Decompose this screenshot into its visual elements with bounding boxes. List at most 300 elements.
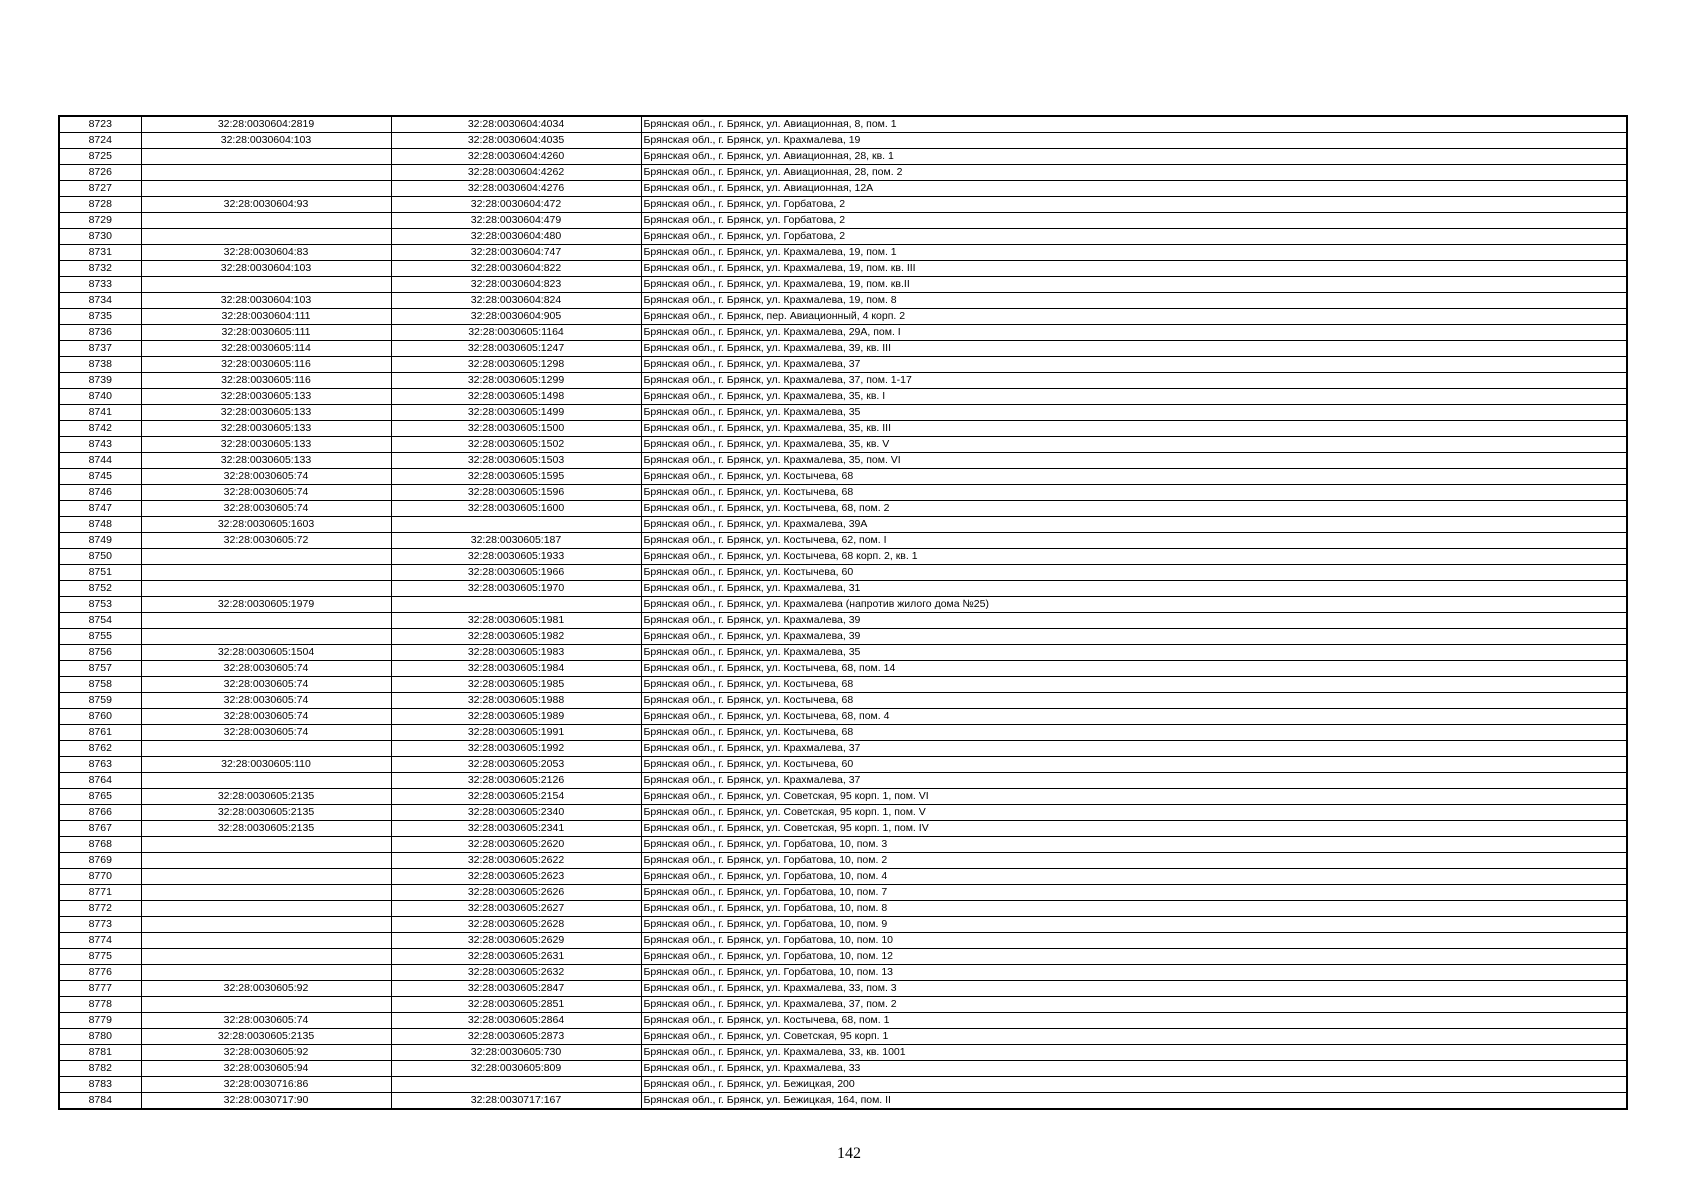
table-row [59, 741, 1627, 757]
address-cell: Брянская обл., г. Брянск, пер. Авиационный, 4 корп. 2 [641, 309, 1627, 325]
table-row [59, 805, 1627, 821]
row-number-cell: 8752 [59, 581, 141, 597]
row-number-cell: 8777 [59, 981, 141, 997]
table-row [59, 389, 1627, 405]
parent-cadastral-number-cell: 32:28:0030605:114 [141, 341, 391, 357]
table-row [59, 677, 1627, 693]
row-number-cell: 8730 [59, 229, 141, 245]
address-cell: Брянская обл., г. Брянск, ул. Советская, 95 корп. 1 [641, 1029, 1627, 1045]
parent-cadastral-number-cell [141, 853, 391, 869]
address-cell: Брянская обл., г. Брянск, ул. Крахмалева, 35, кв. I [641, 389, 1627, 405]
page-number: 142 [837, 1145, 861, 1162]
table-row [59, 997, 1627, 1013]
parent-cadastral-number-cell: 32:28:0030605:116 [141, 373, 391, 389]
parent-cadastral-number-cell: 32:28:0030604:103 [141, 293, 391, 309]
address-cell: Брянская обл., г. Брянск, ул. Горбатова, 10, пом. 13 [641, 965, 1627, 981]
cadastral-number-cell: 32:28:0030605:2126 [391, 773, 641, 789]
address-cell: Брянская обл., г. Брянск, ул. Крахмалева, 33 [641, 1061, 1627, 1077]
address-cell: Брянская обл., г. Брянск, ул. Авиационная, 12А [641, 181, 1627, 197]
address-cell: Брянская обл., г. Брянск, ул. Крахмалева, 29А, пом. I [641, 325, 1627, 341]
address-cell: Брянская обл., г. Брянск, ул. Горбатова, 10, пом. 9 [641, 917, 1627, 933]
table-row [59, 981, 1627, 997]
address-cell: Брянская обл., г. Брянск, ул. Костычева, 68, пом. 14 [641, 661, 1627, 677]
cadastral-number-cell: 32:28:0030605:1984 [391, 661, 641, 677]
cadastral-number-cell: 32:28:0030605:1988 [391, 693, 641, 709]
cadastral-number-cell: 32:28:0030605:1503 [391, 453, 641, 469]
parent-cadastral-number-cell: 32:28:0030604:103 [141, 261, 391, 277]
cadastral-number-cell [391, 517, 641, 533]
parent-cadastral-number-cell: 32:28:0030605:74 [141, 693, 391, 709]
parent-cadastral-number-cell [141, 933, 391, 949]
parent-cadastral-number-cell [141, 837, 391, 853]
parent-cadastral-number-cell: 32:28:0030604:93 [141, 197, 391, 213]
cadastral-number-cell: 32:28:0030604:4276 [391, 181, 641, 197]
parent-cadastral-number-cell [141, 949, 391, 965]
row-number-cell: 8736 [59, 325, 141, 341]
row-number-cell: 8765 [59, 789, 141, 805]
parent-cadastral-number-cell [141, 997, 391, 1013]
row-number-cell: 8745 [59, 469, 141, 485]
table-row [59, 325, 1627, 341]
cadastral-number-cell: 32:28:0030605:2628 [391, 917, 641, 933]
table-row [59, 869, 1627, 885]
address-cell: Брянская обл., г. Брянск, ул. Крахмалева, 37 [641, 741, 1627, 757]
row-number-cell: 8738 [59, 357, 141, 373]
cadastral-number-cell: 32:28:0030605:2626 [391, 885, 641, 901]
address-cell: Брянская обл., г. Брянск, ул. Крахмалева, 19, пом. 8 [641, 293, 1627, 309]
parent-cadastral-number-cell: 32:28:0030716:86 [141, 1077, 391, 1093]
parent-cadastral-number-cell: 32:28:0030605:2135 [141, 1029, 391, 1045]
parent-cadastral-number-cell [141, 213, 391, 229]
address-cell: Брянская обл., г. Брянск, ул. Костычева, 68, пом. 2 [641, 501, 1627, 517]
cadastral-number-cell: 32:28:0030605:1500 [391, 421, 641, 437]
cadastral-number-cell: 32:28:0030605:1933 [391, 549, 641, 565]
parent-cadastral-number-cell: 32:28:0030605:133 [141, 405, 391, 421]
cadastral-number-cell: 32:28:0030605:2154 [391, 789, 641, 805]
cadastral-number-cell: 32:28:0030605:2622 [391, 853, 641, 869]
table-row [59, 757, 1627, 773]
cadastral-number-cell: 32:28:0030605:2631 [391, 949, 641, 965]
table-row [59, 309, 1627, 325]
address-cell: Брянская обл., г. Брянск, ул. Горбатова, 2 [641, 213, 1627, 229]
cadastral-number-cell: 32:28:0030605:2864 [391, 1013, 641, 1029]
row-number-cell: 8755 [59, 629, 141, 645]
address-cell: Брянская обл., г. Брянск, ул. Горбатова, 10, пом. 4 [641, 869, 1627, 885]
address-cell: Брянская обл., г. Брянск, ул. Бежицкая, 200 [641, 1077, 1627, 1093]
address-cell: Брянская обл., г. Брянск, ул. Крахмалева (напротив жилого дома №25) [641, 597, 1627, 613]
address-cell: Брянская обл., г. Брянск, ул. Крахмалева, 37 [641, 357, 1627, 373]
table-row [59, 421, 1627, 437]
cadastral-number-cell: 32:28:0030605:2620 [391, 837, 641, 853]
row-number-cell: 8768 [59, 837, 141, 853]
parent-cadastral-number-cell: 32:28:0030605:2135 [141, 821, 391, 837]
parent-cadastral-number-cell: 32:28:0030605:1603 [141, 517, 391, 533]
row-number-cell: 8757 [59, 661, 141, 677]
address-cell: Брянская обл., г. Брянск, ул. Костычева, 68, пом. 4 [641, 709, 1627, 725]
row-number-cell: 8772 [59, 901, 141, 917]
cadastral-number-cell: 32:28:0030604:4262 [391, 165, 641, 181]
row-number-cell: 8731 [59, 245, 141, 261]
cadastral-number-cell: 32:28:0030604:479 [391, 213, 641, 229]
address-cell: Брянская обл., г. Брянск, ул. Крахмалева, 19, пом. кв. III [641, 261, 1627, 277]
cadastral-number-cell: 32:28:0030605:2851 [391, 997, 641, 1013]
row-number-cell: 8735 [59, 309, 141, 325]
parent-cadastral-number-cell: 32:28:0030605:72 [141, 533, 391, 549]
address-cell: Брянская обл., г. Брянск, ул. Авиационная, 28, кв. 1 [641, 149, 1627, 165]
table-row [59, 485, 1627, 501]
row-number-cell: 8763 [59, 757, 141, 773]
table-row [59, 837, 1627, 853]
table-row [59, 181, 1627, 197]
row-number-cell: 8725 [59, 149, 141, 165]
table-row [59, 821, 1627, 837]
table-row [59, 261, 1627, 277]
cadastral-number-cell: 32:28:0030605:1992 [391, 741, 641, 757]
cadastral-number-cell [391, 1077, 641, 1093]
address-cell: Брянская обл., г. Брянск, ул. Бежицкая, 164, пом. II [641, 1093, 1627, 1110]
table-row [59, 1093, 1627, 1110]
cadastral-number-cell: 32:28:0030605:1991 [391, 725, 641, 741]
row-number-cell: 8771 [59, 885, 141, 901]
table-row [59, 933, 1627, 949]
row-number-cell: 8766 [59, 805, 141, 821]
cadastral-number-cell: 32:28:0030605:1502 [391, 437, 641, 453]
parent-cadastral-number-cell [141, 917, 391, 933]
cadastral-number-cell: 32:28:0030605:1596 [391, 485, 641, 501]
table-row [59, 165, 1627, 181]
table-row [59, 565, 1627, 581]
cadastral-number-cell: 32:28:0030605:2053 [391, 757, 641, 773]
row-number-cell: 8784 [59, 1093, 141, 1110]
table-row [59, 277, 1627, 293]
parent-cadastral-number-cell [141, 869, 391, 885]
parent-cadastral-number-cell: 32:28:0030605:110 [141, 757, 391, 773]
table-row [59, 437, 1627, 453]
row-number-cell: 8761 [59, 725, 141, 741]
table-row [59, 453, 1627, 469]
row-number-cell: 8741 [59, 405, 141, 421]
table-row [59, 549, 1627, 565]
parent-cadastral-number-cell: 32:28:0030605:74 [141, 1013, 391, 1029]
cadastral-number-cell: 32:28:0030605:2632 [391, 965, 641, 981]
parent-cadastral-number-cell [141, 181, 391, 197]
table-row [59, 1077, 1627, 1093]
parent-cadastral-number-cell [141, 149, 391, 165]
table-row [59, 1013, 1627, 1029]
cadastral-number-cell: 32:28:0030717:167 [391, 1093, 641, 1110]
cadastral-number-cell: 32:28:0030605:1600 [391, 501, 641, 517]
cadastral-number-cell: 32:28:0030605:1595 [391, 469, 641, 485]
parent-cadastral-number-cell: 32:28:0030605:92 [141, 1045, 391, 1061]
address-cell: Брянская обл., г. Брянск, ул. Горбатова, 10, пом. 10 [641, 933, 1627, 949]
row-number-cell: 8774 [59, 933, 141, 949]
parent-cadastral-number-cell [141, 901, 391, 917]
parent-cadastral-number-cell: 32:28:0030605:111 [141, 325, 391, 341]
address-cell: Брянская обл., г. Брянск, ул. Крахмалева, 35 [641, 405, 1627, 421]
row-number-cell: 8726 [59, 165, 141, 181]
parent-cadastral-number-cell [141, 741, 391, 757]
row-number-cell: 8778 [59, 997, 141, 1013]
address-cell: Брянская обл., г. Брянск, ул. Костычева, 60 [641, 757, 1627, 773]
table-row [59, 469, 1627, 485]
cadastral-number-cell: 32:28:0030605:1985 [391, 677, 641, 693]
cadastral-number-cell [391, 597, 641, 613]
address-cell: Брянская обл., г. Брянск, ул. Костычева, 68 [641, 485, 1627, 501]
address-cell: Брянская обл., г. Брянск, ул. Горбатова, 10, пом. 8 [641, 901, 1627, 917]
row-number-cell: 8729 [59, 213, 141, 229]
parent-cadastral-number-cell [141, 229, 391, 245]
address-cell: Брянская обл., г. Брянск, ул. Крахмалева, 35, пом. VI [641, 453, 1627, 469]
cadastral-number-cell: 32:28:0030605:1966 [391, 565, 641, 581]
cadastral-number-cell: 32:28:0030605:1989 [391, 709, 641, 725]
cadastral-number-cell: 32:28:0030605:1298 [391, 357, 641, 373]
address-cell: Брянская обл., г. Брянск, ул. Костычева, 68 корп. 2, кв. 1 [641, 549, 1627, 565]
row-number-cell: 8739 [59, 373, 141, 389]
row-number-cell: 8733 [59, 277, 141, 293]
table-row [59, 133, 1627, 149]
table-row [59, 629, 1627, 645]
address-cell: Брянская обл., г. Брянск, ул. Советская, 95 корп. 1, пом. IV [641, 821, 1627, 837]
cadastral-number-cell: 32:28:0030605:2623 [391, 869, 641, 885]
address-cell: Брянская обл., г. Брянск, ул. Костычева, 68 [641, 725, 1627, 741]
cadastral-number-cell: 32:28:0030605:1970 [391, 581, 641, 597]
row-number-cell: 8756 [59, 645, 141, 661]
row-number-cell: 8746 [59, 485, 141, 501]
address-cell: Брянская обл., г. Брянск, ул. Крахмалева, 35, кв. III [641, 421, 1627, 437]
address-cell: Брянская обл., г. Брянск, ул. Крахмалева, 19, пом. 1 [641, 245, 1627, 261]
address-cell: Брянская обл., г. Брянск, ул. Горбатова, 2 [641, 229, 1627, 245]
parent-cadastral-number-cell [141, 581, 391, 597]
address-cell: Брянская обл., г. Брянск, ул. Костычева, 68 [641, 469, 1627, 485]
parent-cadastral-number-cell: 32:28:0030605:74 [141, 485, 391, 501]
table-row [59, 581, 1627, 597]
table-row [59, 197, 1627, 213]
parent-cadastral-number-cell: 32:28:0030605:74 [141, 469, 391, 485]
address-cell: Брянская обл., г. Брянск, ул. Крахмалева, 39 [641, 629, 1627, 645]
parent-cadastral-number-cell: 32:28:0030605:2135 [141, 805, 391, 821]
row-number-cell: 8769 [59, 853, 141, 869]
address-cell: Брянская обл., г. Брянск, ул. Советская, 95 корп. 1, пом. V [641, 805, 1627, 821]
address-cell: Брянская обл., г. Брянск, ул. Горбатова, 10, пом. 3 [641, 837, 1627, 853]
address-cell: Брянская обл., г. Брянск, ул. Крахмалева, 37, пом. 2 [641, 997, 1627, 1013]
cadastral-number-cell: 32:28:0030605:1982 [391, 629, 641, 645]
table-row [59, 405, 1627, 421]
table-row [59, 1045, 1627, 1061]
table-row [59, 901, 1627, 917]
row-number-cell: 8734 [59, 293, 141, 309]
address-cell: Брянская обл., г. Брянск, ул. Костычева, 62, пом. I [641, 533, 1627, 549]
row-number-cell: 8781 [59, 1045, 141, 1061]
parent-cadastral-number-cell [141, 165, 391, 181]
parent-cadastral-number-cell: 32:28:0030605:74 [141, 709, 391, 725]
address-cell: Брянская обл., г. Брянск, ул. Костычева, 60 [641, 565, 1627, 581]
cadastral-number-cell: 32:28:0030604:472 [391, 197, 641, 213]
row-number-cell: 8767 [59, 821, 141, 837]
row-number-cell: 8737 [59, 341, 141, 357]
row-number-cell: 8754 [59, 613, 141, 629]
address-cell: Брянская обл., г. Брянск, ул. Крахмалева, 19 [641, 133, 1627, 149]
cadastral-number-cell: 32:28:0030605:2847 [391, 981, 641, 997]
parent-cadastral-number-cell: 32:28:0030605:1504 [141, 645, 391, 661]
cadastral-number-cell: 32:28:0030604:824 [391, 293, 641, 309]
cadastral-number-cell: 32:28:0030605:730 [391, 1045, 641, 1061]
cadastral-number-cell: 32:28:0030605:1247 [391, 341, 641, 357]
row-number-cell: 8773 [59, 917, 141, 933]
row-number-cell: 8750 [59, 549, 141, 565]
parent-cadastral-number-cell: 32:28:0030605:94 [141, 1061, 391, 1077]
parent-cadastral-number-cell: 32:28:0030605:116 [141, 357, 391, 373]
cadastral-number-cell: 32:28:0030604:480 [391, 229, 641, 245]
parent-cadastral-number-cell: 32:28:0030605:92 [141, 981, 391, 997]
table-row [59, 709, 1627, 725]
cadastral-number-cell: 32:28:0030605:2873 [391, 1029, 641, 1045]
row-number-cell: 8743 [59, 437, 141, 453]
address-cell: Брянская обл., г. Брянск, ул. Советская, 95 корп. 1, пом. VI [641, 789, 1627, 805]
address-cell: Брянская обл., г. Брянск, ул. Крахмалева, 37 [641, 773, 1627, 789]
cadastral-number-cell: 32:28:0030604:905 [391, 309, 641, 325]
table-row [59, 517, 1627, 533]
address-cell: Брянская обл., г. Брянск, ул. Крахмалева, 33, пом. 3 [641, 981, 1627, 997]
cadastral-number-cell: 32:28:0030605:1498 [391, 389, 641, 405]
table-row [59, 917, 1627, 933]
address-cell: Брянская обл., г. Брянск, ул. Горбатова, 2 [641, 197, 1627, 213]
address-cell: Брянская обл., г. Брянск, ул. Авиационная, 8, пом. 1 [641, 116, 1627, 133]
table-row [59, 501, 1627, 517]
table-row [59, 1029, 1627, 1045]
parent-cadastral-number-cell [141, 565, 391, 581]
address-cell: Брянская обл., г. Брянск, ул. Костычева, 68, пом. 1 [641, 1013, 1627, 1029]
address-cell: Брянская обл., г. Брянск, ул. Крахмалева, 33, кв. 1001 [641, 1045, 1627, 1061]
parent-cadastral-number-cell: 32:28:0030604:2819 [141, 116, 391, 133]
address-cell: Брянская обл., г. Брянск, ул. Костычева, 68 [641, 677, 1627, 693]
address-cell: Брянская обл., г. Брянск, ул. Авиационная, 28, пом. 2 [641, 165, 1627, 181]
table-row [59, 773, 1627, 789]
table-row [59, 245, 1627, 261]
cadastral-number-cell: 32:28:0030605:2340 [391, 805, 641, 821]
address-cell: Брянская обл., г. Брянск, ул. Крахмалева, 35 [641, 645, 1627, 661]
parent-cadastral-number-cell: 32:28:0030604:83 [141, 245, 391, 261]
address-cell: Брянская обл., г. Брянск, ул. Горбатова, 10, пом. 12 [641, 949, 1627, 965]
cadastral-number-cell: 32:28:0030605:1499 [391, 405, 641, 421]
table-row [59, 373, 1627, 389]
address-cell: Брянская обл., г. Брянск, ул. Крахмалева, 37, пом. 1-17 [641, 373, 1627, 389]
row-number-cell: 8776 [59, 965, 141, 981]
parent-cadastral-number-cell [141, 629, 391, 645]
address-cell: Брянская обл., г. Брянск, ул. Костычева, 68 [641, 693, 1627, 709]
parent-cadastral-number-cell: 32:28:0030605:74 [141, 501, 391, 517]
parent-cadastral-number-cell: 32:28:0030717:90 [141, 1093, 391, 1110]
cadastral-number-cell: 32:28:0030605:809 [391, 1061, 641, 1077]
parent-cadastral-number-cell: 32:28:0030605:133 [141, 437, 391, 453]
cadastral-table [58, 115, 1628, 1110]
row-number-cell: 8779 [59, 1013, 141, 1029]
address-cell: Брянская обл., г. Брянск, ул. Крахмалева, 19, пом. кв.II [641, 277, 1627, 293]
parent-cadastral-number-cell [141, 965, 391, 981]
row-number-cell: 8764 [59, 773, 141, 789]
parent-cadastral-number-cell: 32:28:0030605:133 [141, 453, 391, 469]
row-number-cell: 8759 [59, 693, 141, 709]
parent-cadastral-number-cell: 32:28:0030605:2135 [141, 789, 391, 805]
row-number-cell: 8728 [59, 197, 141, 213]
cadastral-number-cell: 32:28:0030604:4034 [391, 116, 641, 133]
row-number-cell: 8732 [59, 261, 141, 277]
address-cell: Брянская обл., г. Брянск, ул. Крахмалева, 31 [641, 581, 1627, 597]
address-cell: Брянская обл., г. Брянск, ул. Крахмалева, 35, кв. V [641, 437, 1627, 453]
parent-cadastral-number-cell [141, 549, 391, 565]
parent-cadastral-number-cell [141, 773, 391, 789]
cadastral-number-cell: 32:28:0030605:2629 [391, 933, 641, 949]
table-row [59, 725, 1627, 741]
cadastral-number-cell: 32:28:0030605:1164 [391, 325, 641, 341]
row-number-cell: 8760 [59, 709, 141, 725]
row-number-cell: 8748 [59, 517, 141, 533]
table-row [59, 293, 1627, 309]
row-number-cell: 8751 [59, 565, 141, 581]
row-number-cell: 8780 [59, 1029, 141, 1045]
row-number-cell: 8723 [59, 116, 141, 133]
table-row [59, 789, 1627, 805]
address-cell: Брянская обл., г. Брянск, ул. Крахмалева, 39А [641, 517, 1627, 533]
cadastral-number-cell: 32:28:0030605:1981 [391, 613, 641, 629]
table-row [59, 645, 1627, 661]
parent-cadastral-number-cell: 32:28:0030605:1979 [141, 597, 391, 613]
parent-cadastral-number-cell: 32:28:0030605:133 [141, 389, 391, 405]
table-row [59, 1061, 1627, 1077]
cadastral-number-cell: 32:28:0030605:187 [391, 533, 641, 549]
parent-cadastral-number-cell [141, 613, 391, 629]
cadastral-number-cell: 32:28:0030605:1299 [391, 373, 641, 389]
table-row [59, 661, 1627, 677]
parent-cadastral-number-cell: 32:28:0030605:74 [141, 661, 391, 677]
table-row [59, 613, 1627, 629]
row-number-cell: 8744 [59, 453, 141, 469]
parent-cadastral-number-cell [141, 885, 391, 901]
table-row [59, 149, 1627, 165]
row-number-cell: 8724 [59, 133, 141, 149]
table-row [59, 213, 1627, 229]
row-number-cell: 8782 [59, 1061, 141, 1077]
table-row [59, 533, 1627, 549]
cadastral-number-cell: 32:28:0030604:823 [391, 277, 641, 293]
row-number-cell: 8762 [59, 741, 141, 757]
row-number-cell: 8747 [59, 501, 141, 517]
table-row [59, 693, 1627, 709]
table-row [59, 853, 1627, 869]
row-number-cell: 8727 [59, 181, 141, 197]
row-number-cell: 8783 [59, 1077, 141, 1093]
cadastral-number-cell: 32:28:0030605:1983 [391, 645, 641, 661]
row-number-cell: 8758 [59, 677, 141, 693]
address-cell: Брянская обл., г. Брянск, ул. Крахмалева, 39 [641, 613, 1627, 629]
table-row [59, 965, 1627, 981]
cadastral-number-cell: 32:28:0030604:4260 [391, 149, 641, 165]
address-cell: Брянская обл., г. Брянск, ул. Горбатова, 10, пом. 7 [641, 885, 1627, 901]
row-number-cell: 8740 [59, 389, 141, 405]
cadastral-number-cell: 32:28:0030604:747 [391, 245, 641, 261]
parent-cadastral-number-cell: 32:28:0030604:111 [141, 309, 391, 325]
parent-cadastral-number-cell: 32:28:0030605:133 [141, 421, 391, 437]
parent-cadastral-number-cell: 32:28:0030605:74 [141, 677, 391, 693]
table-row [59, 229, 1627, 245]
parent-cadastral-number-cell [141, 277, 391, 293]
address-cell: Брянская обл., г. Брянск, ул. Горбатова, 10, пом. 2 [641, 853, 1627, 869]
row-number-cell: 8749 [59, 533, 141, 549]
address-cell: Брянская обл., г. Брянск, ул. Крахмалева, 39, кв. III [641, 341, 1627, 357]
parent-cadastral-number-cell: 32:28:0030604:103 [141, 133, 391, 149]
table-row [59, 357, 1627, 373]
table-row [59, 885, 1627, 901]
cadastral-number-cell: 32:28:0030605:2341 [391, 821, 641, 837]
